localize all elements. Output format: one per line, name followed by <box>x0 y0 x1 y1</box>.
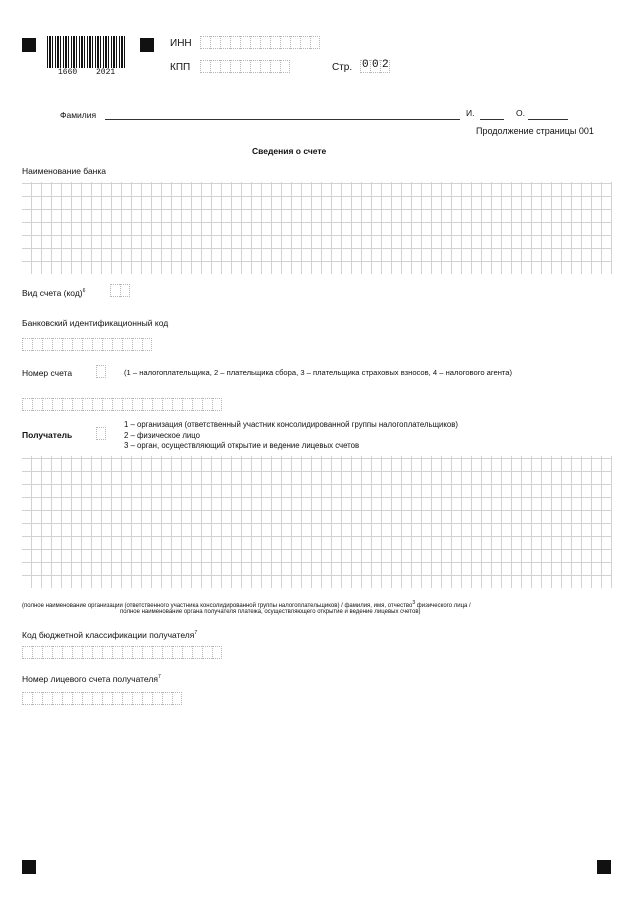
recipient-code-cell[interactable] <box>96 427 106 440</box>
page-digit-3: 2 <box>382 59 389 71</box>
recipient-label: Получатель <box>22 430 73 440</box>
barcode-digits-left: 1660 <box>58 68 78 77</box>
account-type-cells[interactable] <box>110 284 130 297</box>
page-digit-2: 0 <box>372 59 379 71</box>
personal-account-label: Номер лицевого счета получателя$^7$ <box>22 674 161 684</box>
corner-marker-top-left <box>22 38 36 52</box>
initial-o-label: О. <box>516 108 525 118</box>
bic-cells[interactable] <box>22 338 152 351</box>
surname-label: Фамилия <box>60 110 97 120</box>
corner-marker-bottom-left <box>22 860 36 874</box>
recipient-footnote-line1: (полное наименование организации (ответственного участника консолидированной группы налогоплательщиков) / фамилия, имя, отчество$^3$ физического лица / <box>22 600 471 609</box>
account-number-label: Номер счета <box>22 368 73 378</box>
personal-account-cells[interactable] <box>22 692 182 705</box>
recipient-option-3: 3 – орган, осуществляющий открытие и ведение лицевых счетов <box>124 441 360 450</box>
initial-i-label: И. <box>466 108 475 118</box>
recipient-option-1: 1 – организация (ответственный участник консолидированной группы налогоплательщиков) <box>124 420 458 429</box>
corner-marker-top-mid <box>140 38 154 52</box>
initial-o-line[interactable] <box>528 119 568 120</box>
inn-label: ИНН <box>170 38 192 49</box>
account-number-code-cell[interactable] <box>96 365 106 378</box>
kbk-cells[interactable] <box>22 646 222 659</box>
corner-marker-bottom-right <box>597 860 611 874</box>
bank-name-grid[interactable] <box>22 182 612 274</box>
recipient-name-grid[interactable] <box>22 456 612 588</box>
account-type-label: Вид счета (код)$^6$ <box>22 288 86 298</box>
kbk-label: Код бюджетной классификации получателя$^7$ <box>22 630 198 640</box>
page-label: Стр. <box>332 62 353 73</box>
surname-line[interactable] <box>105 119 460 120</box>
recipient-footnote-line2: полное наименование органа получателя платежа, осуществляющего открытие и ведение лицевых счетов) <box>120 609 421 615</box>
account-number-cells[interactable] <box>22 398 222 411</box>
continuation-note: Продолжение страницы 001 <box>476 126 594 136</box>
bank-name-label: Наименование банка <box>22 166 107 176</box>
section-title: Сведения о счете <box>252 146 327 156</box>
barcode <box>47 36 127 68</box>
account-number-hint: (1 – налогоплательщика, 2 – плательщика сбора, 3 – плательщика страховых взносов, 4 – налогового агента) <box>124 368 513 377</box>
kpp-label: КПП <box>170 62 191 73</box>
page-digit-1: 0 <box>362 59 369 71</box>
recipient-option-2: 2 – физическое лицо <box>124 431 200 440</box>
barcode-digits-right: 2021 <box>96 68 116 77</box>
inn-cells[interactable] <box>200 36 320 49</box>
initial-i-line[interactable] <box>480 119 504 120</box>
kpp-cells[interactable] <box>200 60 290 73</box>
bic-label: Банковский идентификационный код <box>22 318 169 328</box>
